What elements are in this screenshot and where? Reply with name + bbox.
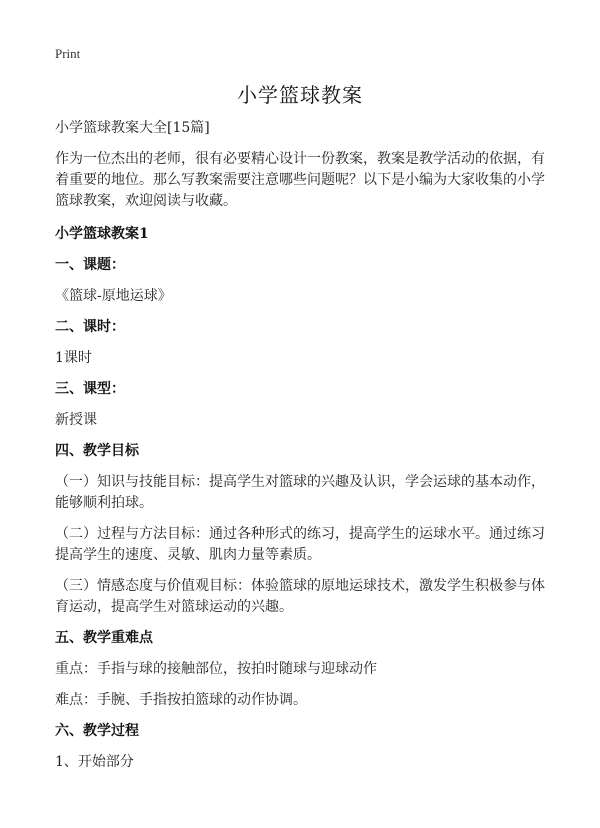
step-start: 1、开始部分	[55, 754, 134, 770]
class-hours-text: 1课时	[55, 350, 92, 366]
heading-class-type: 三、课型：	[55, 381, 125, 397]
difficulty-text: 难点：手腕、手指按拍篮球的动作协调。	[55, 692, 307, 708]
section-heading: 小学篮球教案1	[55, 226, 149, 242]
goal-attitude: （三）情感态度与价值观目标：体验篮球的原地运球技术，激发学生积极参与体育运动，提高学生对篮球运动的兴趣。	[55, 578, 545, 615]
print-link[interactable]: Print	[55, 46, 81, 61]
document-subtitle: 小学篮球教案大全[15篇]	[55, 120, 210, 136]
heading-key-difficulties: 五、教学重难点	[55, 630, 153, 646]
topic-text: 《篮球-原地运球》	[55, 288, 172, 304]
heading-teaching-goals: 四、教学目标	[55, 443, 139, 459]
goal-knowledge: （一）知识与技能目标：提高学生对篮球的兴趣及认识，学会运球的基本动作，能够顺利拍球。	[55, 474, 545, 511]
key-point-text: 重点：手指与球的接触部位，按拍时随球与迎球动作	[55, 661, 377, 677]
heading-teaching-process: 六、教学过程	[55, 723, 139, 739]
class-type-text: 新授课	[55, 412, 97, 428]
heading-topic: 一、课题：	[55, 257, 125, 273]
goal-process: （二）过程与方法目标：通过各种形式的练习，提高学生的运球水平。通过练习提高学生的速度、灵敏、肌肉力量等素质。	[55, 526, 545, 563]
intro-paragraph: 作为一位杰出的老师，很有必要精心设计一份教案，教案是教学活动的依据，有着重要的地位。那么写教案需要注意哪些问题呢？以下是小编为大家收集的小学篮球教案，欢迎阅读与收藏。	[55, 151, 545, 209]
heading-class-hours: 二、课时：	[55, 319, 125, 335]
document-body	[55, 118, 547, 773]
document-title: 小学篮球教案	[237, 83, 363, 107]
